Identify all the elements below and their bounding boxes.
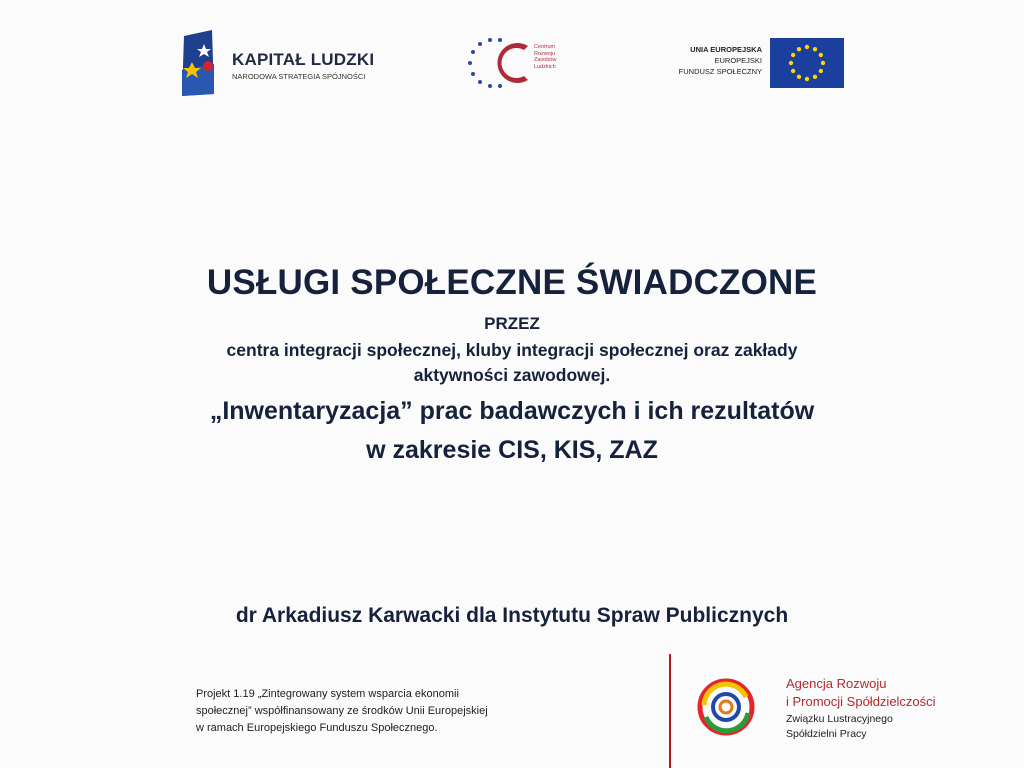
agency-name-line-1: Agencja Rozwoju <box>786 676 887 691</box>
kapital-ludzki-mark-icon <box>178 30 218 96</box>
page-title: USŁUGI SPOŁECZNE ŚWIADCZONE <box>206 263 818 302</box>
kapital-ludzki-title: KAPITAŁ LUDZKI <box>232 50 375 69</box>
subtitle-line-1: centra integracji społecznej, kluby integracji społecznej oraz zakłady <box>226 340 798 360</box>
agency-name-line-3: Związku Lustracyjnego <box>786 713 893 725</box>
przez-label: PRZEZ <box>484 314 540 333</box>
centrum-logo <box>462 36 582 90</box>
project-line-2: społecznej” współfinansowany ze środków Unii Europejskiej <box>196 705 488 717</box>
unia-europejska-logo <box>654 38 844 90</box>
inventory-heading-line-1: „Inwentaryzacja” prac badawczych i ich rezultatów <box>209 397 815 425</box>
eu-star-icon <box>819 69 823 73</box>
eu-star-icon <box>789 61 793 65</box>
centrum-logo-text <box>534 44 556 70</box>
agency-name-line-4: Spółdzielni Pracy <box>786 728 867 740</box>
footer-divider <box>669 654 671 768</box>
project-description <box>196 686 488 737</box>
eu-star-icon <box>813 75 817 79</box>
ue-line-3: FUNDUSZ SPOŁECZNY <box>678 67 762 76</box>
ue-line-1: UNIA EUROPEJSKA <box>690 45 762 54</box>
kapital-ludzki-subtitle: NARODOWA STRATEGIA SPÓJNOŚCI <box>232 72 366 81</box>
centrum-line-4: Ludzkich <box>534 63 556 70</box>
eu-star-icon <box>791 69 795 73</box>
eu-star-icon <box>805 45 809 49</box>
inventory-heading-line-2: w zakresie CIS, KIS, ZAZ <box>366 436 658 464</box>
centrum-line-2: Rozwoju <box>534 50 556 57</box>
eu-star-icon <box>797 75 801 79</box>
subtitle-line-2: aktywności zawodowej. <box>413 365 611 385</box>
eu-star-icon <box>797 47 801 51</box>
eu-star-icon <box>805 77 809 81</box>
centrum-line-3: Zasobów <box>534 57 557 63</box>
eu-star-icon <box>821 61 825 65</box>
agency-swirl-logo-icon <box>696 677 756 737</box>
unia-europejska-text <box>679 44 762 77</box>
project-line-3: w ramach Europejskiego Funduszu Społecznego. <box>196 722 438 734</box>
eu-star-icon <box>813 47 817 51</box>
centrum-line-1: Centrum <box>534 44 556 50</box>
centrum-ring-icon <box>462 36 542 90</box>
kapital-ludzki-logo <box>178 30 388 96</box>
ue-line-2: EUROPEJSKI <box>714 56 762 65</box>
author-line: dr Arkadiusz Karwacki dla Instytutu Spraw Publicznych <box>235 604 789 627</box>
eu-star-icon <box>791 53 795 57</box>
project-line-1: Projekt 1.19 „Zintegrowany system wsparcia ekonomii <box>196 688 459 700</box>
eu-flag-icon <box>770 38 844 88</box>
agency-name-line-2: i Promocji Spółdzielczości <box>786 694 936 709</box>
eu-star-icon <box>819 53 823 57</box>
